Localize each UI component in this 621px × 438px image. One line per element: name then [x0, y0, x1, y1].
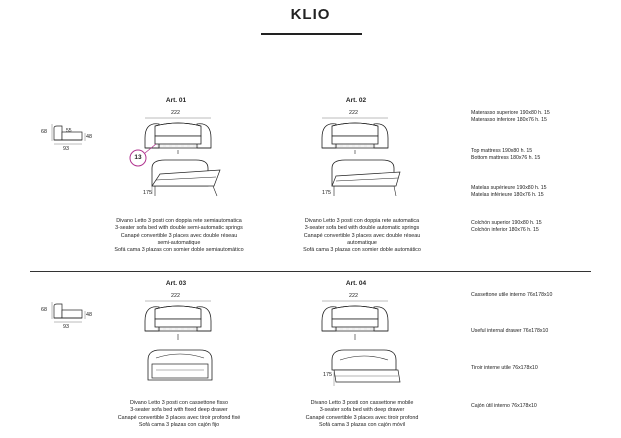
description-line: Divano Letto 3 posti con cassettone mobile — [310, 400, 414, 406]
description-line: semi-automatique — [157, 239, 201, 246]
art04-description — [262, 400, 462, 429]
spec-line: Materasso superiore 190x80 h. 15 — [471, 110, 550, 116]
description-line: Divano Letto 3 posti con cassettone fisso — [130, 400, 228, 406]
drawer-spec-en: Useful internal drawer 76x178x10 — [471, 328, 549, 334]
side-view-diagram-top — [52, 124, 85, 144]
art03-width: 222 — [171, 293, 180, 299]
art03-description — [79, 400, 279, 429]
art01-label: Art. 01 — [165, 97, 187, 104]
art01-width: 222 — [171, 110, 180, 116]
art02-front-diagram — [322, 118, 388, 154]
art04-depth: 175 — [323, 372, 332, 378]
drawer-spec-fr: Tiroir interne utile 76x178x10 — [471, 365, 538, 371]
description-line: 3-seater sofa bed with fixed deep drawer — [130, 407, 228, 414]
spec-line: Top mattress 190x80 h. 15 — [471, 148, 533, 154]
art01-description — [79, 218, 279, 254]
art03-label: Art. 03 — [165, 280, 187, 287]
spec-line: Materasso inferiore 180x76 h. 15 — [471, 117, 547, 124]
description-line: Sofá cama 3 plazas con somier doble automático — [303, 247, 421, 254]
spec-line: Bottom mattress 180x76 h. 15 — [471, 155, 541, 162]
art02-depth: 175 — [322, 190, 331, 196]
art02-label: Art. 02 — [345, 97, 367, 104]
mattress-spec-es — [471, 220, 611, 235]
drawer-spec-es: Cajón útil interno 76x178x10 — [471, 403, 537, 409]
mattress-spec-it — [471, 110, 611, 125]
side-depth-label: 93 — [63, 146, 69, 152]
description-line: Sofá cama 3 plazas con somier doble semiautomático — [114, 247, 244, 254]
page-title: KLIO — [290, 6, 331, 23]
description-line: Sofá cama 3 plazas con cajón móvil — [319, 421, 405, 428]
art03-front-diagram — [145, 301, 211, 340]
art02-width: 222 — [349, 110, 358, 116]
description-line: Canapé convertible 3 places avec tiroir profond — [305, 414, 419, 421]
description-line: automatique — [347, 239, 377, 246]
art01-open-diagram — [152, 160, 220, 196]
art04-label: Art. 04 — [345, 280, 367, 287]
description-line: Divano Letto 3 posti con doppia rete automatica — [304, 218, 420, 224]
art03-open-diagram — [148, 350, 212, 380]
side-depth-label: 93 — [63, 324, 69, 330]
mattress-spec-en — [471, 148, 611, 163]
spec-line: Matelas inférieure 180x76 h. 15 — [471, 192, 544, 199]
side-seat-label: 48 — [86, 312, 92, 318]
drawer-spec-it: Cassettone utile interno 76x178x10 — [471, 292, 553, 298]
art02-open-diagram — [332, 160, 400, 196]
description-line: Canapé convertible 3 places avec tiroir profond fixé — [117, 414, 241, 421]
side-height-label: 68 — [41, 129, 47, 135]
side-arm-label: 55 — [66, 128, 72, 134]
art04-width: 222 — [349, 293, 358, 299]
callout-number: 13 — [134, 154, 142, 161]
art02-description — [262, 218, 462, 254]
spec-line: Colchón inferior 180x76 h. 15 — [471, 227, 539, 234]
art04-front-diagram — [322, 301, 388, 340]
spec-line: Matelas supérieure 190x80 h. 15 — [471, 185, 547, 191]
description-line: 3-seater sofa bed with deep drawer — [319, 407, 405, 414]
description-line: 3-seater sofa bed with double automatic springs — [304, 225, 420, 232]
description-line: Canapé convertible 3 places avec double réseau — [120, 232, 238, 239]
art04-open-diagram — [332, 350, 400, 386]
side-view-diagram-bottom — [52, 302, 85, 322]
side-height-label: 68 — [41, 307, 47, 313]
description-line: Divano Letto 3 posti con doppia rete semiautomatica — [116, 218, 242, 224]
description-line: 3-seater sofa bed with double semi-automatic springs — [115, 225, 243, 232]
mattress-spec-fr — [471, 185, 611, 200]
art01-depth: 175 — [143, 190, 152, 196]
side-seat-label: 48 — [86, 134, 92, 140]
art01-front-diagram — [145, 118, 211, 154]
spec-line: Colchón superior 190x80 h. 15 — [471, 220, 542, 226]
description-line: Canapé convertible 3 places avec double réseau — [303, 232, 421, 239]
description-line: Sofá cama 3 plazas con cajón fijo — [138, 421, 220, 428]
